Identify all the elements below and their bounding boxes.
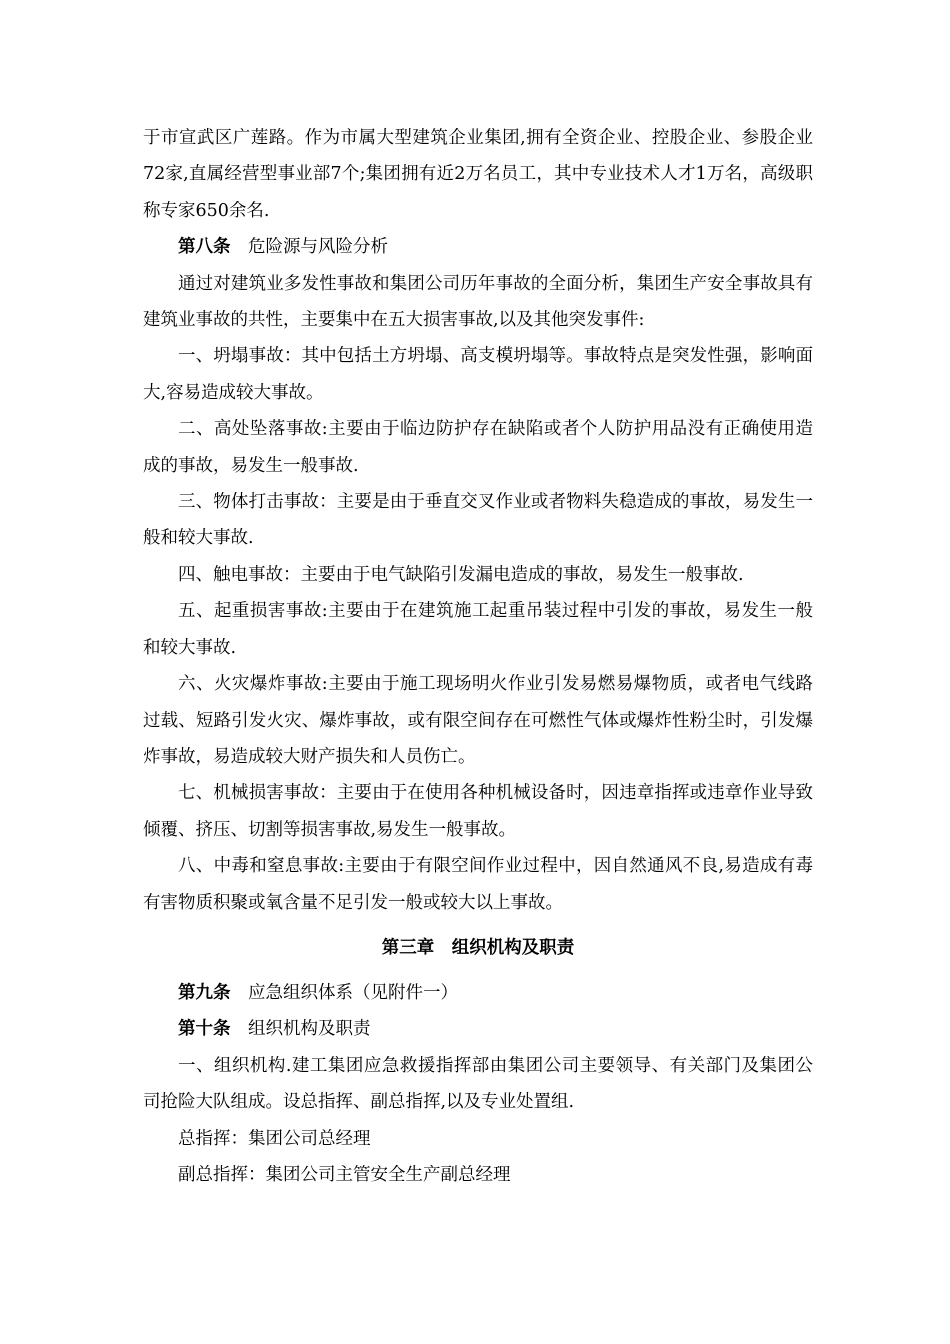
article-9-heading	[143, 975, 813, 1011]
article-title: 应急组织体系（见附件一）	[248, 982, 458, 1003]
list-item: 八、中毒和窒息事故:主要由于有限空间作业过程中，因自然通风不良,易造成有毒有害物质积聚或氧含量不足引发一般或较大以上事故。	[143, 856, 813, 913]
list-item: 一、坍塌事故：其中包括土方坍塌、高支模坍塌等。事故特点是突发性强，影响面大,容易造成较大事故。	[143, 346, 813, 403]
body-paragraph: 总指挥：集团公司总经理	[178, 1128, 371, 1149]
list-item: 三、物体打击事故：主要是由于垂直交叉作业或者物料失稳造成的事故，易发生一般和较大事故.	[143, 492, 813, 549]
article-10-heading	[143, 1011, 813, 1047]
article-title: 危险源与风险分析	[248, 237, 388, 258]
document-body	[143, 120, 813, 1193]
chapter-heading	[143, 921, 813, 975]
article-number: 第九条	[178, 982, 231, 1003]
article-number: 第八条	[178, 237, 231, 258]
body-paragraph: 副总指挥：集团公司主管安全生产副总经理	[178, 1164, 511, 1185]
article-number: 第十条	[178, 1019, 231, 1040]
list-item: 七、机械损害事故：主要由于在使用各种机械设备时，因违章指挥或违章作业导致倾覆、挤压、切割等损害事故,易发生一般事故。	[143, 783, 813, 840]
list-item: 四、触电事故：主要由于电气缺陷引发漏电造成的事故，易发生一般事故.	[178, 564, 744, 585]
chapter-number: 第三章	[381, 937, 435, 958]
body-paragraph: 通过对建筑业多发性事故和集团公司历年事故的全面分析，集团生产安全事故具有建筑业事故的共性，主要集中在五大损害事故,以及其他突发事件:	[143, 273, 813, 331]
body-paragraph: 一、组织机构.建工集团应急救援指挥部由集团公司主要领导、有关部门及集团公司抢险大队组成。设总指挥、副总指挥,以及专业处置组.	[143, 1055, 813, 1113]
list-item: 二、高处坠落事故:主要由于临边防护存在缺陷或者个人防护用品没有正确使用造成的事故，易发生一般事故.	[143, 419, 813, 476]
article-title: 组织机构及职责	[248, 1019, 371, 1040]
list-item: 五、起重损害事故:主要由于在建筑施工起重吊装过程中引发的事故，易发生一般和较大事故.	[143, 601, 813, 658]
body-paragraph: 于市宣武区广莲路。作为市属大型建筑企业集团,拥有全资企业、控股企业、参股企业72家,直属经营型事业部7个;集团拥有近2万名员工，其中专业技术人才1万名，高级职称专家650余名.	[143, 128, 813, 221]
article-8-heading	[143, 229, 813, 265]
chapter-title: 组织机构及职责	[451, 937, 575, 958]
list-item: 六、火灾爆炸事故:主要由于施工现场明火作业引发易燃易爆物质，或者电气线路过载、短路引发火灾、爆炸事故，或有限空间存在可燃性气体或爆炸性粉尘时，引发爆炸事故，易造成较大财产损失和人员伤亡。	[143, 674, 813, 767]
